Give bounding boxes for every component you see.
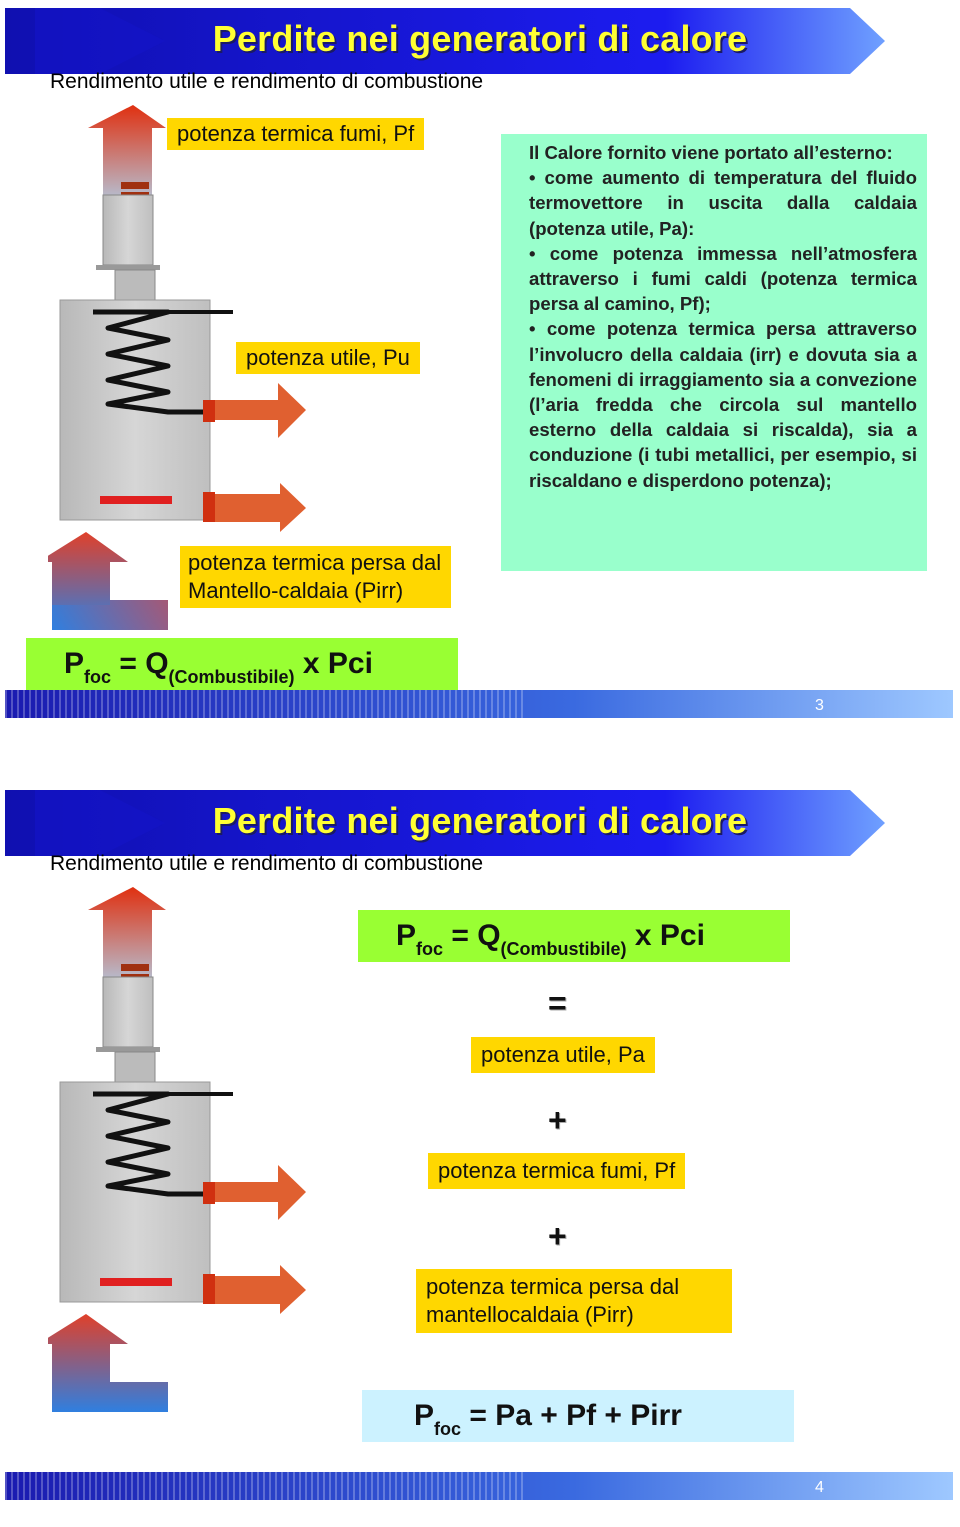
cold-water-arrow-icon xyxy=(48,532,168,630)
formula-pfoc: $P_{foc} = Q_{(Combustibile)}$ x Pci xyxy=(26,638,458,690)
description-box xyxy=(501,134,927,571)
term-mantello-line2: mantellocaldaia (Pirr) xyxy=(426,1302,634,1327)
burner-icon xyxy=(100,496,172,504)
summary-formula: $P_{foc} = Pa + Pf$ + Pirr xyxy=(362,1390,794,1442)
label-fumi: potenza termica fumi, Pf xyxy=(167,118,424,150)
label-utile: potenza utile, Pu xyxy=(236,342,420,374)
hot-water-arrow-icon xyxy=(203,1165,306,1220)
label-mantello-line2: Mantello-caldaia (Pirr) xyxy=(188,578,404,603)
flue-arrow-icon xyxy=(88,887,166,980)
page-number: 3 xyxy=(815,697,824,714)
term-fumi: potenza termica fumi, Pf xyxy=(428,1153,685,1189)
slide-subtitle: Rendimento utile e rendimento di combustione xyxy=(50,852,484,875)
term-utile: potenza utile, Pa xyxy=(471,1037,655,1073)
slide-4 xyxy=(0,782,960,1527)
label-mantello xyxy=(180,546,451,608)
slide-subtitle: Rendimento utile e rendimento di combustione xyxy=(50,70,484,93)
description-bullet-1: • come aumento di temperatura del fluido termovettore in uscita dalla caldaia (potenza utile, Pa): xyxy=(529,167,917,239)
plus-sign-1: + xyxy=(548,1102,567,1138)
footer-bar xyxy=(5,690,953,718)
flue-arrow-icon xyxy=(88,105,166,198)
slide-3 xyxy=(0,0,960,745)
return-arrow-icon xyxy=(203,483,306,532)
cold-water-arrow-icon xyxy=(48,1314,168,1412)
equals-sign: = xyxy=(548,985,567,1021)
hot-water-arrow-icon xyxy=(203,383,306,438)
plus-sign-2: + xyxy=(548,1218,567,1254)
page-number: 4 xyxy=(815,1479,824,1496)
description-bullet-2: • come potenza immessa nell’atmosfera attraverso i fumi caldi (potenza termica persa al camino, Pf); xyxy=(529,242,917,315)
label-mantello-line1: potenza termica persa dal xyxy=(188,550,442,575)
slide-title: Perdite nei generatori di calore xyxy=(212,18,748,59)
description-intro: Il Calore fornito viene portato all’esterno: xyxy=(529,142,893,163)
boiler-diagram xyxy=(48,882,318,1422)
description-bullet-3: • come potenza termica persa attraverso l’involucro della caldaia (irr) e dovuta sia a fenomeni di irraggiamento sia a convezione (l’aria fredda che circola sul mantello esterno della caldaia si riscalda), sia a conduzione (i tubi metallici, per esempio, si riscaldano e disperdono potenza); xyxy=(529,318,917,491)
return-arrow-icon xyxy=(203,1265,306,1314)
slide-title: Perdite nei generatori di calore xyxy=(212,800,748,841)
footer-bar xyxy=(5,1472,953,1500)
burner-icon xyxy=(100,1278,172,1286)
term-mantello-line1: potenza termica persa dal xyxy=(426,1274,680,1299)
formula-pfoc: $P_{foc} = Q_{(Combustibile)}$ x Pci xyxy=(358,910,790,962)
term-mantello xyxy=(416,1269,732,1333)
